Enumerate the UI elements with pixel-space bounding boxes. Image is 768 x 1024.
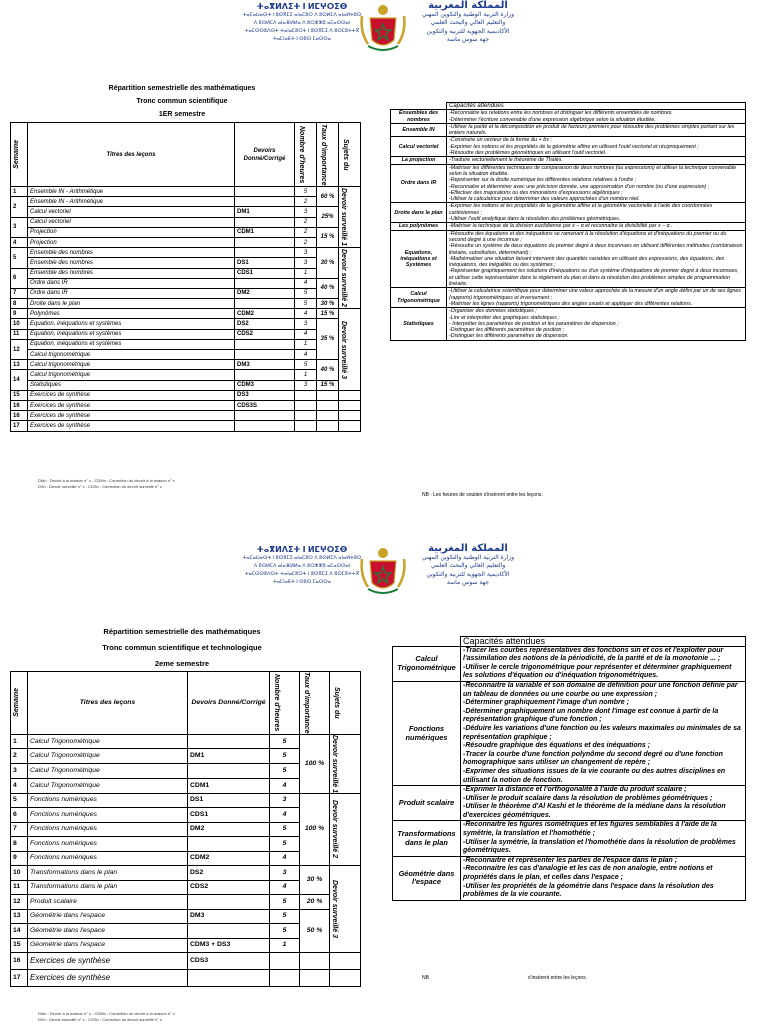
table-row: 6 Fonctions numériques CDS1 4	[11, 808, 361, 823]
table-row: 16 Exercices de synthèse CDS3S	[11, 400, 361, 410]
table-row: 6 Ensemble des nombres CDS1 1	[11, 268, 361, 278]
table-row: 16 Exercices de synthèse CDS3	[11, 953, 361, 970]
capacite-row: Droite dans le plan -Exprimer les notions et les propriétés de la géométrie affine et la géométrie vectorielle à l'aide des coordonnées cartésiennes ; -Utiliser l'outil analytique dans la résolution des problèmes géométriques.	[391, 203, 746, 223]
s2-sujet-2: Devoir surveillé 2	[331, 800, 338, 859]
arabic-header-2: المملكة المغربية وزارة التربية الوطنية والتكوين المهني والتعليم العالي والبحث العلمي الأكاديمية الجهوية للتربية والتكوين جهة سوس ماسة	[421, 543, 515, 586]
table-row: Statistiques CDM3 3 15 %	[11, 380, 361, 390]
capacite-row: Equations, inéquations et Systèmes -Résoudre des équations et des inéquations se ramenant à la résolution d'équations et d'inéquations du premier ou du second degré à une inconnue ; -Résoudre un système de deux équations du premier degré à deux inconnues en utilisant différentes méthodes (combinaison linéaire, substitution, déterminant) ; -Mathématiser une situation faisant intervenir des quantités variables en utilisant des expressions, des équations, des inéquations, des inégalités ou des systèmes ; -Représenter graphiquement les solutions d'inéquations ou d'un système d'inéquations de premier degré à deux inconnues, et utiliser cette représentation dans le règlement du plan et dans la résolution des problèmes simples de programmation linéaire.	[391, 230, 746, 288]
table-row: 4 Calcul Trigonométrique CDM1 4	[11, 778, 361, 793]
table-row: 7 Ordre dans IR DM2 5	[11, 288, 361, 298]
capacites-header-2: Capacités attendues	[461, 637, 746, 647]
table-row: 5 Fonctions numériques DS1 3 100 % Devoir surveillé 2	[11, 793, 361, 808]
header-top	[0, 0, 768, 80]
table-row: 13 Géométrie dans l'espace DM3 5 50 %	[11, 909, 361, 924]
table-row: 17 Exercices de synthèse	[11, 970, 361, 987]
s2-head-titres: Titres des leçons	[28, 672, 188, 735]
table-row: 10 Equation, inéquations et systèmes DS2 3 35 %	[11, 319, 361, 329]
s2-head-sujets: Sujets du	[330, 672, 361, 735]
s1-sujet-2: Devoir surveillé 2	[340, 249, 347, 308]
table-row: Calcul trigonométrique 4	[11, 350, 361, 360]
table-row: 10 Transformations dans le plan DS2 3 30 % Devoir surveillé 3	[11, 866, 361, 881]
table-row: 17 Exercices de synthèse	[11, 421, 361, 431]
table-row: Calcul vectoriel DM1 3 25%	[11, 207, 361, 217]
s2-head-nombre: Nombre d'heures	[270, 672, 300, 735]
s1-capacites-table	[390, 102, 746, 341]
s2-nb-a: NB	[422, 975, 429, 981]
s1-nb-note: NB : Les heures de soutien s'insèrent entre les leçons.	[422, 492, 543, 498]
s1-head-nombre: Nombre d'heures	[295, 123, 317, 187]
table-row: 3 Calcul vectoriel 2	[11, 217, 361, 227]
capacite-row: Transformations dans le plan -Reconnaitre les figures isométriques et les figures semblables à l'aide de la symétrie, la translation et l'homothétie ; -Utiliser la symétrie, la translation et l'homothétie dans la résolution de problèmes géométriques.	[393, 821, 746, 856]
s2-head-devoirs: Devoirs Donné/Corrigé	[188, 672, 270, 735]
table-row: Ensemble des nombres DS1 3	[11, 258, 361, 268]
s2-head-taux: Taux d'importance	[300, 672, 330, 735]
capacite-row: Ensembles des nombres -Reconnaitre les relations entre les nombres et distinguer les différents ensembles de nombres. -Déterminer l'écriture convenable d'une expression algébrique selon la situation étudiée.	[391, 110, 746, 124]
table-row: 2 Ensemble IN - Arithmétique 2	[11, 197, 361, 207]
s2-sujet-3: Devoir surveillé 3	[331, 880, 338, 939]
arabic-header: المملكة المغربية وزارة التربية الوطنية والتكوين المهني والتعليم العالي والبحث العلمي الأكاديمية الجهوية للتربية والتكوين جهة سوس ماسة	[421, 0, 515, 43]
s2-sujet-1: Devoir surveillé 1	[331, 734, 338, 793]
s2-schedule-table	[10, 671, 361, 987]
capacite-row: Produit scalaire -Exprimer la distance et l'orthogonalité à l'aide du produit scalaire ; -Utiliser le produit scalaire dans la résolution de problèmes géométriques ; -Utiliser le théorème d'Al Kashi et le théorème de la médiane dans la résolution d'exercices géométriques.	[393, 786, 746, 821]
s1-head-taux: Taux d'importance	[317, 123, 339, 187]
s2-legend: DMn : Devoir à la maison n° x - CDMn : Correction du devoir à la maison n° x DSn : Devoir surveillé n° x - CDSn : Correction du devoir surveillé n° x	[38, 1011, 175, 1022]
capacite-row: Statistiques -Organiser des données statistiques ; -Lire et interpréter des graphiques statistiques ; - Interpréter les paramètres de position et les paramètres de dispersion ; -Distinguer les différents paramètres de position ; -Distinguer les différents paramètres de dispersion.	[391, 308, 746, 340]
s1-title-block: Répartition semestrielle des mathématiques Tronc commun scientifique 1ER semestre	[108, 85, 256, 118]
table-row: 8 Fonctions numériques 5	[11, 837, 361, 852]
table-row: 12 Equation, inéquations et systèmes 1	[11, 339, 361, 349]
tifinagh-header-2: ⵜⴰⴳⵍⴷⵉⵜ ⵏ ⵍⵎⵖⵔⵉⴱ ⵜⴰⵎⴰⵡⴰⵙⵜ ⵏ ⵓⵙⴳⵎⵉ ⴰⵏⴰⵎⵓⵔ ⴷ ⵓⵙⵍⵎⴷ ⴰⵏⴰⵍⵜⵓⵙ ⴷ ⵓⵙⵍⵎⴷ ⴰⵏⴰⴼⵍⵍⴰ ⴷ ⵓⵔⵣⵣⵓ ⴰⵎⴰⵙⵙⴰⵏ ⵜⴰⵎⵙⵙⵓⴷⵙⵜ ⵜⴰⵏⴰⵎⵓⵔⵜ ⵏ ⵓⵙⴳⵎⵉ ⴷ ⵓⵙⵎⵓⵜⵜⴳ ⵜⴰⵎⵏⴰⴹⵜ ⵏ ⵙⵓⵙ ⵎⴰⵙⵙⴰ	[242, 545, 362, 585]
header-bottom	[0, 543, 768, 623]
table-row: 9 Fonctions numériques CDM2 4	[11, 851, 361, 866]
capacite-row: Géométrie dans l'espace -Reconnaitre et représenter les parties de l'espace dans le plan ; -Reconnaitre les cas d'analogie et les cas de non analogie, entre notions et propriétés dans le plan, et celles dans l'espace ; -Utiliser les propriétés de la géométrie dans l'espace dans la résolution des problèmes de la vie courante.	[393, 856, 746, 900]
capacite-row: Fonctions numériques -Reconnaitre la variable et son domaine de définition pour une fonction définie par un tableau de données ou une courbe ou une expression ; -Déterminer graphiquement l'image d'un nombre ; -Déterminer graphiquement un nombre dont l'image est connue à partir de la représentation graphique d'une fonction ; -Déduire les variations d'une fonction ou les valeurs maximales ou minimales de sa représentation graphique ; -Résoudre graphique des équations et des inéquations ; -Tracer la courbe d'une fonction polynôme du second degré ou d'une fonction homographique sans utiliser un changement de repère ; -Exprimer des situations issues de la vie courante ou des autres disciplines en utilisant la notion de fonction.	[393, 681, 746, 785]
capacite-row: Calcul vectoriel -Construire un vecteur de la forme a⃗u + b⃗v ; -Exprimer les notions et les propriétés de la géométrie affine en utilisant l'outil vectoriel et réciproquement ; -Résoudre des problèmes géométriques en utilisant l'outil vectoriel.	[391, 137, 746, 157]
table-row: 5 Ensemble des nombres 3 30 % Devoir surveillé 2	[11, 248, 361, 258]
s1-schedule-table	[10, 122, 361, 432]
s1-head-sujets: Sujets du	[339, 123, 361, 187]
s2-title-block: Répartition semestrielle des mathématiques Tronc commun scientifique et technologique 2eme semestre	[102, 627, 262, 668]
table-row: Ordre dans IR 4 40 %	[11, 278, 361, 288]
table-row: 7 Fonctions numériques DM2 5	[11, 822, 361, 837]
table-row: 11 Equation, inéquations et systèmes CDS2 4	[11, 329, 361, 339]
s1-sujet-3: Devoir surveillé 3	[340, 320, 347, 379]
s1-head-titres: Titres des leçons	[28, 123, 235, 187]
capacite-row: Calcul Trigonométrique -Utiliser la calculatrice scientifique pour déterminer une valeur approchée de la mesure d'un angle défini par un de ses lignes (rapports) trigonométriques et inversement ; -Maitriser les lignes (rapports) trigonométriques des angles usuels et appliquer des différentes relations.	[391, 288, 746, 308]
table-row: 9 Polynômes CDM2 4 15 % Devoir surveillé 3	[11, 309, 361, 319]
table-row: 13 Calcul trigonométrique DM3 5 40 %	[11, 360, 361, 370]
capacites-header: Capacités attendues	[447, 103, 746, 110]
s2-nb-b: s'insèrent entre les leçons.	[528, 975, 588, 981]
table-row: 14 Géométrie dans l'espace 5	[11, 924, 361, 939]
table-row: 8 Droite dans le plan 5 30 %	[11, 299, 361, 309]
s2-head-semaine: Semaine	[11, 672, 28, 735]
table-row: 4 Projection 2	[11, 237, 361, 247]
table-row: 12 Produit scalaire 5 20 %	[11, 895, 361, 910]
s1-sujet-1: Devoir surveillé 1	[340, 188, 347, 247]
table-row: Projection CDM1 2 15 %	[11, 227, 361, 237]
table-row: 3 Calcul Trigonométrique 5	[11, 764, 361, 779]
table-row: 1 Calcul Trigonométrique 5 100 % Devoir surveillé 1	[11, 734, 361, 749]
capacite-row: Calcul Trigonométrique -Tracer les courbes représentatives des fonctions sin et cos et l'exploiter pour l'assimilation des notions de la périodicité, de la parité et de la monotonie ... ; -Utiliser le cercle trigonométrique pour représenter et déterminer graphiquement les solutions d'équation ou d'inéquation trigonométriques.	[393, 646, 746, 681]
table-row: 15 Exercices de synthèse DS3	[11, 390, 361, 400]
capacite-row: La projection -Traduire vectoriellement le théorème de Thalès.	[391, 157, 746, 164]
tifinagh-header: ⵜⴰⴳⵍⴷⵉⵜ ⵏ ⵍⵎⵖⵔⵉⴱ ⵜⴰⵎⴰⵡⴰⵙⵜ ⵏ ⵓⵙⴳⵎⵉ ⴰⵏⴰⵎⵓⵔ ⴷ ⵓⵙⵍⵎⴷ ⴰⵏⴰⵍⵜⵓⵙ ⴷ ⵓⵙⵍⵎⴷ ⴰⵏⴰⴼⵍⵍⴰ ⴷ ⵓⵔⵣⵣⵓ ⴰⵎⴰⵙⵙⴰⵏ ⵜⴰⵎⵙⵙⵓⴷⵙⵜ ⵜⴰⵏⴰⵎⵓⵔⵜ ⵏ ⵓⵙⴳⵎⵉ ⴷ ⵓⵙⵎⵓⵜⵜⴳ ⵜⴰⵎⵏⴰⴹⵜ ⵏ ⵙⵓⵙ ⵎⴰⵙⵙⴰ	[242, 2, 362, 42]
s2-capacites-table	[392, 636, 746, 901]
capacite-row: Ensemble IN -Utiliser la parité et la décomposition en produit de facteurs premiers pour résoudre des problèmes simples portant sur les entiers naturels.	[391, 123, 746, 137]
table-row: 16 Exercices de synthèse	[11, 411, 361, 421]
s1-head-semaine: Semaine	[11, 123, 28, 187]
capacite-row: Ordre dans IR -Maitriser les différentes techniques de comparaison de deux nombres (ou expressions) et utiliser la technique convenable selon la situation étudiée. -Représenter sur la droite numérique les différentes relations relatives à l'ordre ; -Reconnaitre et déterminer avec une précision donnée, une approximation d'un nombre (ou d'une expression) ; -Effectuer des majorations ou des minorations d'expressions algébriques ; -Utiliser la calculatrice pour déterminer des valeurs approchées d'un nombre réel.	[391, 164, 746, 203]
table-row: 2 Calcul Trigonométrique DM1 5	[11, 749, 361, 764]
table-row: 15 Géométrie dans l'espace CDM3 + DS3 1	[11, 938, 361, 953]
s1-legend: DMn : Devoir à la maison n° x - CDMn : Correction du devoir à la maison n° x DSn : Devoir surveillé n° x - CDSn : Correction du devoir surveillé n° x	[38, 478, 175, 489]
capacite-row: Les polynômes -Maitriser la technique de la division euclidienne par x − α et reconnaitre la divisibilité par x − α .	[391, 223, 746, 230]
table-row: 14 Calcul trigonométrique 1	[11, 370, 361, 380]
table-row: 11 Transformations dans le plan CDS2 4	[11, 880, 361, 895]
table-row: 1 Ensemble IN - Arithmétique 5 60 % Devoir surveillé 1	[11, 187, 361, 197]
s1-head-devoirs: Devoirs Donné/Corrigé	[235, 123, 295, 187]
